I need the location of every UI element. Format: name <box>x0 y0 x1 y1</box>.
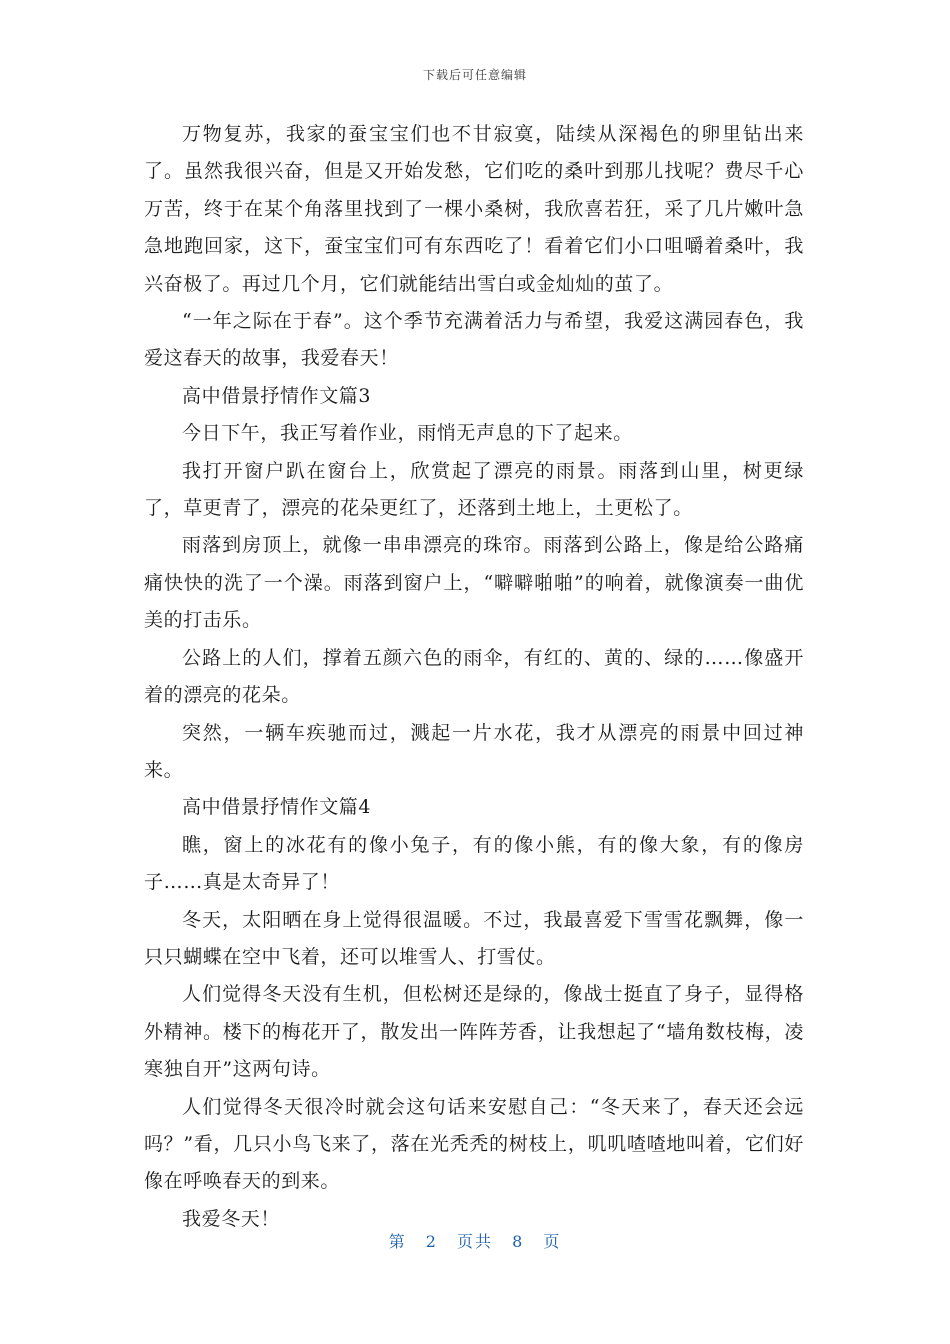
paragraph: 人们觉得冬天没有生机，但松树还是绿的，像战士挺直了身子，显得格外精神。楼下的梅花开了，散发出一阵阵芳香，让我想起了“墙角数枝梅，凌寒独自开”这两句诗。 <box>144 983 804 1081</box>
paragraph: 突然，一辆车疾驰而过，溅起一片水花，我才从漂亮的雨景中回过神来。 <box>144 721 804 781</box>
page-header: 下载后可任意编辑 <box>422 68 527 82</box>
paragraph: 今日下午，我正写着作业，雨悄无声息的下了起来。 <box>182 422 633 445</box>
section-heading: 高中借景抒情作文篇3 <box>182 384 372 407</box>
paragraph: 公路上的人们，撑着五颜六色的雨伞，有红的、黄的、绿的……像盛开着的漂亮的花朵。 <box>144 646 804 707</box>
paragraph: 瞧，窗上的冰花有的像小兔子，有的像小熊，有的像大象，有的像房子……真是太奇异了！ <box>144 833 804 894</box>
section-heading: 高中借景抒情作文篇4 <box>182 796 372 819</box>
paragraph: 雨落到房顶上，就像一串串漂亮的珠帘。雨落到公路上，像是给公路痛痛快快的洗了一个澡。雨落到窗户上，“噼噼啪啪”的响着，就像演奏一曲优美的打击乐。 <box>144 534 804 632</box>
paragraph: 我打开窗户趴在窗台上，欣赏起了漂亮的雨景。雨落到山里，树更绿了，草更青了，漂亮的花朵更红了，还落到土地上，土更松了。 <box>144 459 804 520</box>
paragraph: 人们觉得冬天很冷时就会这句话来安慰自己：“冬天来了，春天还会远吗？”看，几只小鸟飞来了，落在光秃秃的树枝上，叽叽喳喳地叫着，它们好像在呼唤春天的到来。 <box>144 1095 804 1193</box>
page-footer: 第 2 页共 8 页 <box>388 1232 562 1251</box>
paragraph: 万物复苏，我家的蚕宝宝们也不甘寂寞，陆续从深褐色的卵里钻出来了。虽然我很兴奋，但是又开始发愁，它们吃的桑叶到那儿找呢？费尽千心万苦，终于在某个角落里找到了一棵小桑树，我欣喜若狂，采了几片嫩叶急急地跑回家，这下，蚕宝宝们可有东西吃了！看着它们小口咀嚼着桑叶，我兴奋极了。再过几个月，它们就能结出雪白或金灿灿的茧了。 <box>144 123 804 295</box>
paragraph: “一年之际在于春”。这个季节充满着活力与希望，我爱这满园春色，我爱这春天的故事，我爱春天！ <box>144 310 804 370</box>
paragraph: 冬天，太阳晒在身上觉得很温暖。不过，我最喜爱下雪雪花飘舞，像一只只蝴蝶在空中飞着，还可以堆雪人、打雪仗。 <box>144 908 804 968</box>
document-body <box>144 116 804 1238</box>
paragraph: 我爱冬天！ <box>182 1207 281 1230</box>
